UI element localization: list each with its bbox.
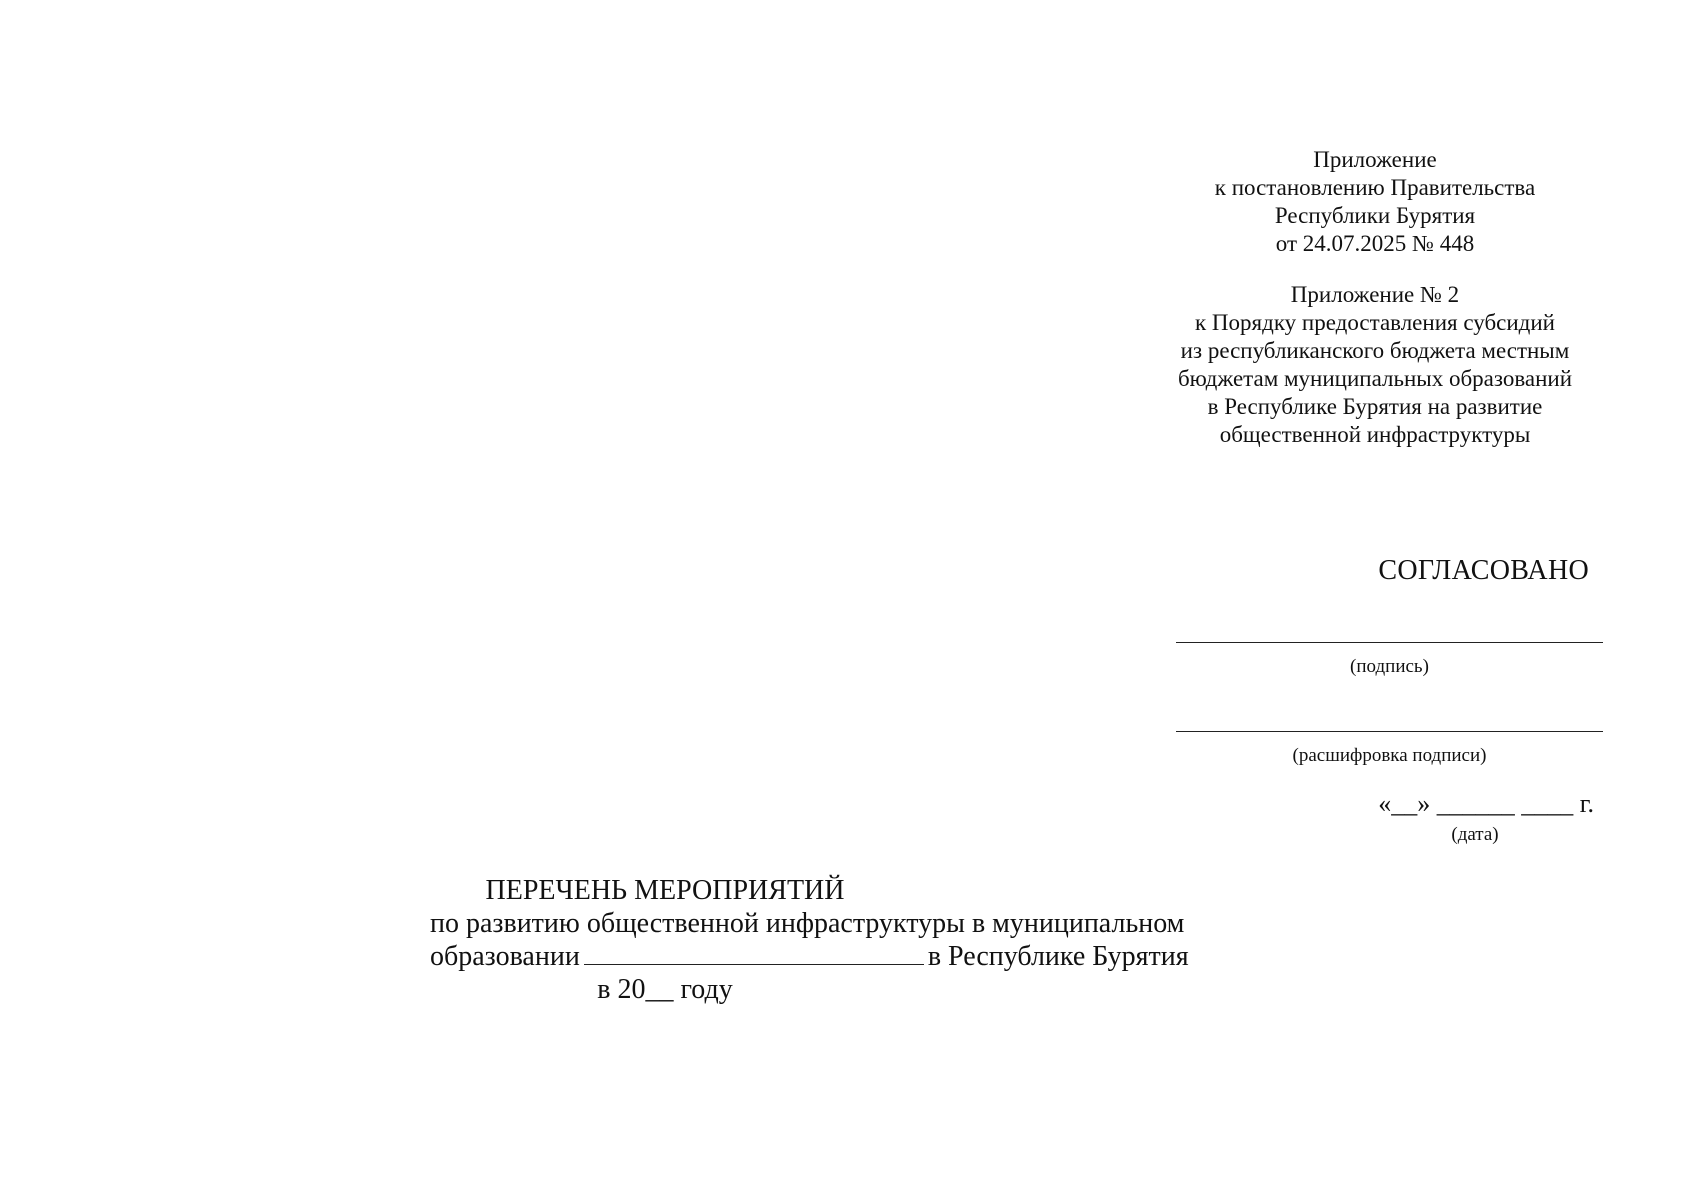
signature-decoding-caption: (расшифровка подписи) bbox=[1292, 745, 1487, 766]
date-line: «__» ______ ____ г. bbox=[1378, 789, 1594, 818]
document-title bbox=[430, 874, 1189, 1006]
appendix-procedure-line: Приложение № 2 bbox=[1290, 282, 1460, 307]
approved-heading: СОГЛАСОВАНО bbox=[1378, 555, 1589, 586]
signature-line bbox=[1176, 642, 1603, 643]
municipality-blank-field bbox=[584, 940, 924, 965]
title-subtitle: по развитию общественной инфраструктуры в муниципальном bbox=[430, 908, 1185, 939]
appendix-procedure-line: из республиканского бюджета местным bbox=[1180, 338, 1570, 363]
appendix-resolution-block bbox=[1150, 146, 1600, 258]
title-municipality-prefix: образовании bbox=[430, 941, 580, 972]
appendix-resolution-line: Приложение bbox=[1313, 147, 1437, 172]
appendix-procedure-line: к Порядку предоставления субсидий bbox=[1195, 310, 1555, 335]
appendix-procedure-block bbox=[1150, 281, 1600, 449]
signature-decoding-line bbox=[1176, 731, 1603, 732]
title-municipality-suffix: в Республике Бурятия bbox=[927, 941, 1189, 972]
title-heading: ПЕРЕЧЕНЬ МЕРОПРИЯТИЙ bbox=[485, 875, 845, 906]
appendix-procedure-line: бюджетам муниципальных образований bbox=[1177, 366, 1573, 391]
appendix-resolution-line: от 24.07.2025 № 448 bbox=[1275, 231, 1475, 256]
appendix-resolution-line: к постановлению Правительства bbox=[1214, 175, 1536, 200]
title-municipality-line bbox=[430, 940, 1189, 973]
date-caption: (дата) bbox=[1451, 824, 1499, 845]
title-year-line: в 20__ году bbox=[597, 974, 733, 1005]
appendix-procedure-line: в Республике Бурятия на развитие bbox=[1207, 394, 1543, 419]
appendix-procedure-line: общественной инфраструктуры bbox=[1219, 422, 1531, 447]
appendix-resolution-line: Республики Бурятия bbox=[1274, 203, 1476, 228]
signature-caption: (подпись) bbox=[1350, 656, 1429, 677]
